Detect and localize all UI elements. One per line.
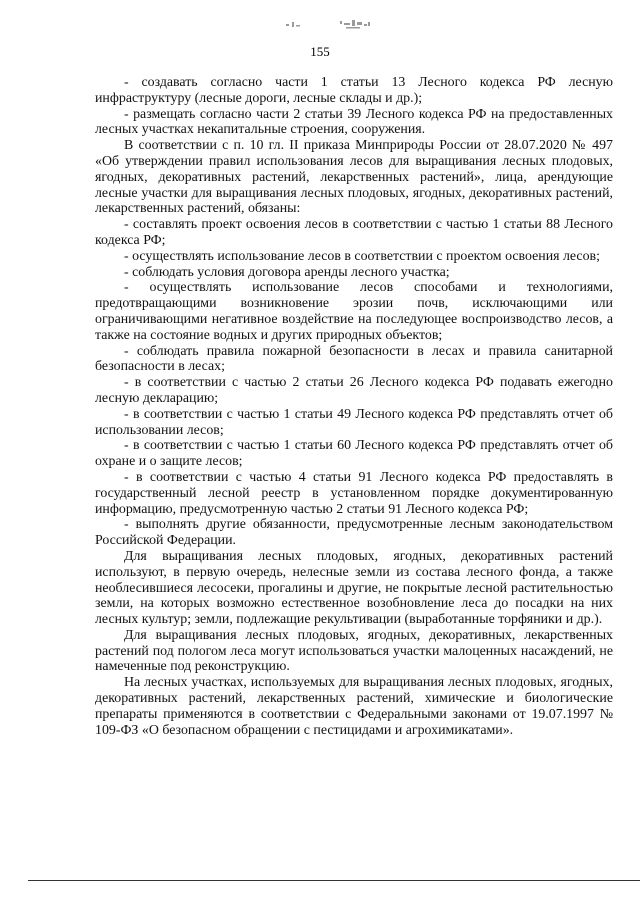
bottom-divider <box>28 880 640 881</box>
list-item: - создавать согласно части 1 статьи 13 Лесного кодекса РФ лесную инфраструктуру (лесные дороги, лесные склады и др.); <box>95 75 613 106</box>
page-number: 155 <box>310 44 330 59</box>
list-item: - выполнять другие обязанности, предусмотренные лесным законодательством Российской Федерации. <box>95 517 613 549</box>
list-item: - в соответствии с частью 4 статьи 91 Лесного кодекса РФ предоставлять в государственный лесной реестр в установленном порядке документированную информацию, предусмотренную частью 2 статьи 91 Лесного кодекса РФ; <box>95 469 613 517</box>
list-item: - в соответствии с частью 1 статьи 60 Лесного кодекса РФ представлять отчет об охране и о защите лесов; <box>95 438 613 470</box>
list-item: - в соответствии с частью 1 статьи 49 Лесного кодекса РФ представлять отчет об использовании лесов; <box>95 406 613 438</box>
list-item: - в соответствии с частью 2 статьи 26 Лесного кодекса РФ подавать ежегодно лесную декларацию; <box>95 375 613 406</box>
stamp-ink-icon <box>280 12 390 40</box>
paragraph: В соответствии с п. 10 гл. II приказа Минприроды России от 28.07.2020 № 497 «Об утверждении правил использования лесов для выращивания лесных плодовых, ягодных, декоративных растений, лекарственных растений», лица, арендующие лесные участки для выращивания лесных плодовых, ягодных, декоративных растений, лекарственных растений, обязаны: <box>95 138 613 217</box>
paragraph: На лесных участках, используемых для выращивания лесных плодовых, ягодных, декоративных растений, лекарственных растений, химические и биологические препараты применяются в соответствии с Федеральными законами от 19.07.1997 № 109-ФЗ «О безопасном обращении с пестицидами и агрохимикатами». <box>95 675 613 738</box>
paragraph: Для выращивания лесных плодовых, ягодных, декоративных, лекарственных растений под пологом леса могут использоваться участки малоценных насаждений, не намеченные под реконструкцию. <box>95 627 613 675</box>
scan-stamp-mark <box>280 12 390 40</box>
list-item: - соблюдать условия договора аренды лесного участка; <box>124 264 450 280</box>
list-item: - осуществлять использование лесов способами и технологиями, предотвращающими возникновение эрозии почв, исключающими или ограничивающими негативное воздействие на последующее воспроизводство лесов, а также на состояние водных и других природных объектов; <box>95 280 613 343</box>
paragraph: Для выращивания лесных плодовых, ягодных, декоративных растений используют, в первую очередь, нелесные земли из состава лесного фонда, а также необлесившиеся лесосеки, прогалины и другие, не покрытые лесной растительностью земли, на которых возможно естественное возобновление леса до посадки на них лесных культур; земли, подлежащие рекультивации (выработанные торфяники и др.). <box>95 548 613 628</box>
list-item: - составлять проект освоения лесов в соответствии с частью 1 статьи 88 Лесного кодекса РФ; <box>95 217 613 248</box>
list-item: - размещать согласно части 2 статьи 39 Лесного кодекса РФ на предоставленных лесных участках некапитальные строения, сооружения. <box>95 106 613 138</box>
list-item: - осуществлять использование лесов в соответствии с проектом освоения лесов; <box>124 248 600 264</box>
list-item: - соблюдать правила пожарной безопасности в лесах и правила санитарной безопасности в лесах; <box>95 343 613 375</box>
document-body <box>95 75 613 738</box>
